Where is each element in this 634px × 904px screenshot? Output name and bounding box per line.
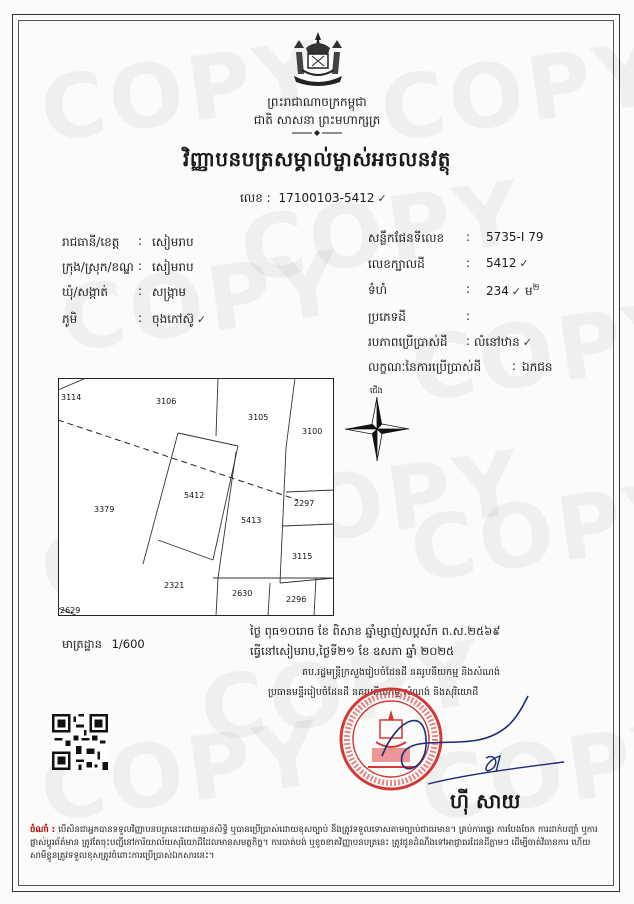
land-use-value: លំនៅឋាន ✓ bbox=[474, 335, 532, 349]
issue-date: ធ្វើនៅសៀមរាប,ថ្ងៃទី២១ ខែ ឧសភា ឆ្នាំ ២០២៥ bbox=[250, 644, 455, 658]
cadastral-plan bbox=[58, 378, 334, 616]
area-unit-exponent: ២ bbox=[532, 283, 540, 293]
commune-label: ឃុំ/សង្កាត់ bbox=[62, 285, 108, 299]
certificate-title: វិញ្ញាបនបត្រសម្គាល់ម្ចាស់អចលនវត្ថុ bbox=[183, 147, 451, 171]
area-label: ទំហំ bbox=[368, 283, 388, 297]
note-label: ចំណាំ : bbox=[30, 825, 56, 835]
certificate-number-label: លេខ : bbox=[240, 191, 271, 205]
certificate-number-value: 17100103-5412 bbox=[278, 191, 375, 205]
area-value: 234 ✓ ម$^២$ bbox=[486, 283, 540, 298]
parcel-label-2321: 2321 bbox=[164, 581, 185, 590]
land-use-label: របភាពប្រើប្រាស់ដី bbox=[368, 335, 448, 349]
district-value: សៀមរាប bbox=[152, 260, 194, 274]
parcel-label-2297: 2297 bbox=[294, 499, 315, 508]
parcel-number-label: លេខក្បាលដី bbox=[368, 257, 425, 271]
royal-emblem-icon bbox=[288, 30, 348, 88]
district-label: ក្រុង/ស្រុក/ខណ្ឌ bbox=[62, 260, 134, 274]
handwritten-signature bbox=[368, 676, 568, 796]
qr-code-icon bbox=[52, 714, 108, 770]
parcel-label-2630: 2630 bbox=[232, 589, 253, 598]
land-use-character-label: លក្ខណៈនៃការប្រើប្រាស់ដី bbox=[368, 360, 482, 374]
parcel-label-2296: 2296 bbox=[286, 595, 307, 604]
parcel-label-3379: 3379 bbox=[94, 505, 115, 514]
area-unit: ម bbox=[524, 284, 533, 298]
map-scale bbox=[62, 637, 145, 654]
note-text: បើសិនជាអ្នកបានទទួលវិញ្ញាបនបត្រនេះដោយគ្មានសិទ្ធិ ឬបានប្រើប្រាស់ដោយខុសច្បាប់ នឹងត្រូវទទួលទោសតាមច្បាប់ជាធរមាន។ គ្រប់ការផ្ទេរ ការបែងចែក ការដាក់បញ្ចាំ ឬការផ្លាស់ប្តូរព័ត៌មាន ត្រូវតែចុះបញ្ជីនៅការិយាល័យសុរិយោដីដែលមានសមត្ថកិច្ច។ ការបាត់បង់ ឬខូចខាតវិញ្ញាបនបត្រនេះ ត្រូវជូនដំណឹងទៅអាជ្ញាធរដែនដីភ្លាមៗ ដើម្បីចាត់វិធានការ ហើយសាមីខ្លួនត្រូវទទួលខុសត្រូវចំពោះការប្រើប្រាស់ឯកសារនេះ។ bbox=[30, 825, 598, 861]
parcel-label-2629: 2629 bbox=[60, 606, 81, 615]
lunar-date: ថ្ងៃ ពុធ១០រោច ខែ ពិសាខ ឆ្នាំម្សាញ់សប្តស័ក ព.ស.២៥៦៩ bbox=[250, 624, 501, 638]
north-arrow-icon bbox=[342, 385, 412, 465]
village-label: ភូមិ bbox=[62, 312, 78, 326]
parcel-label-3114: 3114 bbox=[61, 393, 82, 402]
signer-name: ហ៊ី សាយ bbox=[450, 789, 521, 813]
village-value: ចុងកៅស៊ូ ✓ bbox=[152, 312, 207, 326]
land-type-label: ប្រភេទដី bbox=[368, 310, 406, 324]
commune-value: សង្រ្កាម bbox=[152, 285, 187, 299]
north-label: ជើង bbox=[370, 386, 383, 395]
parcel-label-5413: 5413 bbox=[241, 516, 262, 525]
parcel-label-3105: 3105 bbox=[248, 413, 269, 422]
parcel-number-value: 5412 ✓ bbox=[486, 256, 529, 270]
parcel-label-5412: 5412 bbox=[184, 491, 205, 500]
land-use-character-value: ឯកជន bbox=[522, 360, 553, 374]
national-motto: ជាតិ សាសនា ព្រះមហាក្សត្រ bbox=[253, 113, 381, 127]
province-value: សៀមរាប bbox=[152, 235, 194, 249]
kingdom-heading: ព្រះរាជាណាចក្រកម្ពុជា bbox=[267, 95, 367, 109]
parcel-label-3115: 3115 bbox=[292, 552, 313, 561]
note-section bbox=[30, 824, 604, 863]
scale-label: មាត្រដ្ឋាន bbox=[62, 637, 102, 651]
certificate-page: ព្រះរាជាណាចក្រកម្ពុជា ជាតិ សាសនា ព្រះមហាក្សត្រ វិញ្ញាបនបត្រសម្គាល់ម្ចាស់អចលនវត្ថុ លេខ : 17100103-5412 ✓ រាជធានី/ខេត្ត : សៀមរាប ក្រុង/ស្រុក/ខណ្ឌ : សៀមរាប ឃុំ/សង្កាត់ : សង្រ្កាម ភូមិ : ចុងកៅស៊ូ ✓ សន្លឹកផែនទីលេខ : 5735-I 79 លេខក្បាលដី : 5412 ✓ ទំហំ : 234 ✓ ម$^២$ ប្រភេទដី : របភាពប្រើប្រាស់ដី : លំនៅឋាន ✓ លក្ខណៈនៃការប្រើប្រាស់ដី : ឯកជន 3114 3106 3105 3100 5412 2297 3379 5413 3115 2321 2630 2296 2629 ជើង មាត្រដ្ឋាន 1/600 ថ្ងៃ ពុធ១០រោច ខែ ពិសាខ ឆ្នាំម្សាញ់សប្តស័ក ព.ស.២៥៦៩ ធ្វើនៅសៀមរាប,ថ្ងៃទី២១ ខែ ឧសភា ឆ្នាំ ២០២៥ តប.រដ្ឋមន្ត្រីក្រសួងរៀបចំដែនដី នគរូបនីយកម្ម និងសំណង់ ប្រធានមន្ទីររៀបចំដែនដី នគរូបនីយកម្ម សំណង់ និងសុរិយោដី ហ៊ី សាយ ចំណាំ : បើសិនជាអ្នកបានទទួលវិញ្ញាបនបត្រនេះដោយគ្មានសិទ្ធិ ឬបានប្រើប្រាស់ដោយខុសច្បាប់ នឹងត្រូវទទួលទោសតាមច្បាប់ជាធរមាន។ គ្រប់ការផ្ទេរ ការបែងចែក ការដាក់បញ្ចាំ ឬការផ្លាស់ប្តូរព័ត៌មាន ត្រូវតែចុះបញ្ជីនៅការិយាល័យសុរិយោដីដែលមានសមត្ថកិច្ច។ ការបាត់បង់ ឬខូចខាតវិញ្ញាបនបត្រនេះ ត្រូវជូនដំណឹងទៅអាជ្ញាធរដែនដីភ្លាមៗ ដើម្បីចាត់វិធានការ ហើយសាមីខ្លួនត្រូវទទួលខុសត្រូវចំពោះការប្រើប្រាស់ឯកសារនេះ។ bbox=[0, 0, 634, 904]
on-behalf-line: តប.រដ្ឋមន្ត្រីក្រសួងរៀបចំដែនដី នគរូបនីយកម្ម និងសំណង់ bbox=[302, 667, 500, 678]
parcel-label-3100: 3100 bbox=[302, 427, 323, 436]
map-sheet-value: 5735-I 79 bbox=[486, 230, 544, 244]
parcel-label-3106: 3106 bbox=[156, 397, 177, 406]
scale-value: 1/600 bbox=[111, 637, 145, 651]
certificate-number: លេខ : 17100103-5412 ✓ bbox=[240, 191, 387, 205]
map-sheet-label: សន្លឹកផែនទីលេខ bbox=[368, 231, 445, 245]
ornament-divider-icon bbox=[292, 130, 342, 136]
department-head-line: ប្រធានមន្ទីររៀបចំដែនដី នគរូបនីយកម្ម សំណង់ និងសុរិយោដី bbox=[268, 687, 479, 698]
province-label: រាជធានី/ខេត្ត bbox=[62, 235, 120, 249]
